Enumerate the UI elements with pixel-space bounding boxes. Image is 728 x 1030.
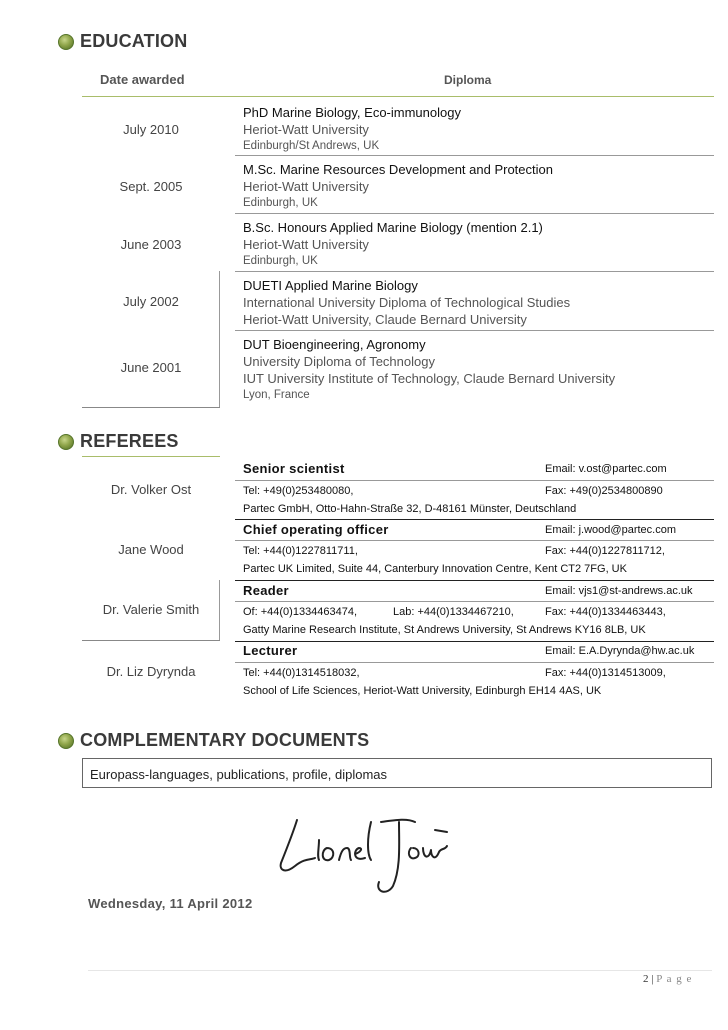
row-rule <box>235 601 714 602</box>
row-rule <box>235 271 714 272</box>
row-rule-dark <box>235 519 714 520</box>
page-number: 2 <box>643 973 649 985</box>
edu-institution-2: IUT University Institute of Technology, Claude Bernard University <box>243 371 616 386</box>
signature-image <box>275 808 450 898</box>
referee-email[interactable]: Email: j.wood@partec.com <box>545 524 676 536</box>
header-rule <box>82 96 714 97</box>
edu-degree: DUETI Applied Marine Biology <box>243 278 418 293</box>
edu-entry <box>243 161 553 212</box>
edu-entry <box>243 277 570 328</box>
edu-date: July 2010 <box>123 122 179 137</box>
referee-tel: Tel: +44(0)1314518032, <box>243 667 360 679</box>
row-rule-dark <box>235 641 714 642</box>
page-separator: | <box>651 973 654 985</box>
referee-email[interactable]: Email: v.ost@partec.com <box>545 463 667 475</box>
referee-tel: Tel: +49(0)253480080, <box>243 485 354 497</box>
edu-entry <box>243 219 543 270</box>
edu-location: Edinburgh, UK <box>243 255 318 267</box>
section-title-referees: REFEREES <box>80 431 179 451</box>
edu-degree: B.Sc. Honours Applied Marine Biology (mention 2.1) <box>243 220 543 235</box>
row-rule-dark <box>235 580 714 581</box>
edu-location: Edinburgh/St Andrews, UK <box>243 140 380 152</box>
referee-email[interactable]: Email: E.A.Dyrynda@hw.ac.uk <box>545 645 695 657</box>
education-heading <box>58 31 187 52</box>
header-date-awarded: Date awarded <box>100 72 185 87</box>
date-column-bottom-rule <box>82 407 220 408</box>
referee-tel: Of: +44(0)1334463474, <box>243 606 358 618</box>
referee-column-bottom-rule <box>82 640 220 641</box>
date-signed: Wednesday, 11 April 2012 <box>88 896 253 911</box>
complementary-box <box>82 758 712 788</box>
referee-name: Jane Wood <box>118 542 184 557</box>
referee-role: Lecturer <box>243 643 298 658</box>
edu-location: Lyon, France <box>243 389 310 401</box>
referee-role: Reader <box>243 583 289 598</box>
row-rule <box>235 213 714 214</box>
row-rule <box>235 155 714 156</box>
referee-lab: Lab: +44(0)1334467210, <box>393 606 514 618</box>
referee-name: Dr. Valerie Smith <box>102 602 200 617</box>
referee-fax: Fax: +44(0)1334463443, <box>545 606 666 618</box>
page-footer <box>643 973 692 985</box>
edu-date: June 2001 <box>120 360 182 375</box>
referee-fax: Fax: +44(0)1314513009, <box>545 667 666 679</box>
row-rule <box>235 330 714 331</box>
referee-name: Dr. Volker Ost <box>110 482 192 497</box>
referee-email[interactable]: Email: vjs1@st-andrews.ac.uk <box>545 585 693 597</box>
referee-role: Senior scientist <box>243 461 345 476</box>
edu-date: Sept. 2005 <box>119 179 183 194</box>
row-rule <box>235 480 714 481</box>
row-rule <box>235 662 714 663</box>
edu-institution-2: Heriot-Watt University, Claude Bernard University <box>243 312 527 327</box>
edu-institution: Heriot-Watt University <box>243 179 369 194</box>
referee-fax: Fax: +49(0)2534800890 <box>545 485 663 497</box>
referees-heading <box>58 431 179 452</box>
referee-address: Gatty Marine Research Institute, St Andrews University, St Andrews KY16 8LB, UK <box>243 624 646 636</box>
referee-address: School of Life Sciences, Heriot-Watt University, Edinburgh EH14 4AS, UK <box>243 685 602 697</box>
referee-address: Partec UK Limited, Suite 44, Canterbury Innovation Centre, Kent CT2 7FG, UK <box>243 563 627 575</box>
bullet-icon <box>58 34 74 50</box>
edu-degree: M.Sc. Marine Resources Development and Protection <box>243 162 553 177</box>
referee-name: Dr. Liz Dyrynda <box>106 664 196 679</box>
edu-institution: International University Diploma of Technological Studies <box>243 295 571 310</box>
referee-tel: Tel: +44(0)1227811711, <box>243 545 358 557</box>
date-column-rule <box>219 271 220 408</box>
referee-role: Chief operating officer <box>243 522 389 537</box>
referees-rule <box>82 456 220 457</box>
header-diploma: Diploma <box>444 73 492 87</box>
row-rule <box>235 540 714 541</box>
footer-rule <box>88 970 712 971</box>
referee-fax: Fax: +44(0)1227811712, <box>545 545 665 557</box>
page-label: P a g e <box>656 973 693 985</box>
edu-institution: Heriot-Watt University <box>243 122 369 137</box>
edu-entry <box>243 104 461 155</box>
section-title-education: EDUCATION <box>80 31 188 51</box>
complementary-text: Europass-languages, publications, profile, diplomas <box>90 767 388 782</box>
edu-entry <box>243 336 615 404</box>
edu-location: Edinburgh, UK <box>243 197 318 209</box>
bullet-icon <box>58 733 74 749</box>
complementary-heading <box>58 730 369 751</box>
section-title-complementary: COMPLEMENTARY DOCUMENTS <box>80 730 370 750</box>
edu-institution: University Diploma of Technology <box>243 354 435 369</box>
referee-address: Partec GmbH, Otto-Hahn-Straße 32, D-48161 Münster, Deutschland <box>243 503 577 515</box>
edu-institution: Heriot-Watt University <box>243 237 369 252</box>
edu-degree: PhD Marine Biology, Eco-immunology <box>243 105 461 120</box>
edu-degree: DUT Bioengineering, Agronomy <box>243 337 426 352</box>
bullet-icon <box>58 434 74 450</box>
edu-date: June 2003 <box>120 237 182 252</box>
edu-date: July 2002 <box>123 294 179 309</box>
